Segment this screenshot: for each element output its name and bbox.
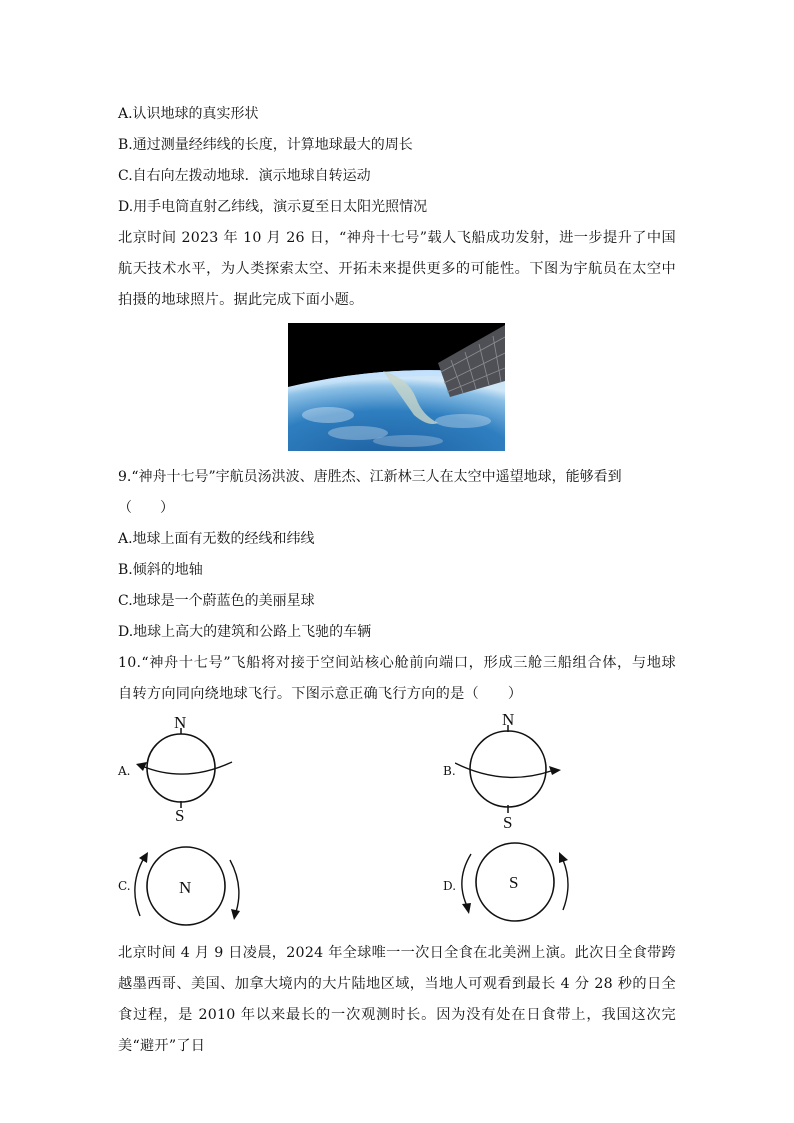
q9-option-d: D.地球上高大的建筑和公路上飞驰的车辆 bbox=[118, 624, 372, 640]
q8-option-a: A.认识地球的真实形状 bbox=[118, 106, 259, 122]
earth-photo bbox=[288, 323, 505, 451]
q9-blank: （ ） bbox=[118, 500, 174, 516]
diagram-b-label: B. bbox=[443, 764, 456, 778]
q9-option-c: C.地球是一个蔚蓝色的美丽星球 bbox=[118, 593, 315, 609]
q10-stem: 10.“神舟十七号”飞船将对接于空间站核心舱前向端口，形成三舱三船组合体，与地球自转方向同向绕地球飞行。下图示意正确飞行方向的是（ ） bbox=[118, 655, 676, 702]
diagram-c-center: N bbox=[179, 878, 192, 897]
intro-paragraph: 北京时间 2023 年 10 月 26 日，“神舟十七号”载人飞船成功发射，进一步提升了中国航天技术水平，为人类探索太空、开拓未来提供更多的可能性。下图为宇航员在太空中拍摄的地球照片。据此完成下面小题。 bbox=[118, 230, 676, 308]
diagram-a-south: S bbox=[175, 806, 185, 825]
q8-option-b: B.通过测量经纬线的长度，计算地球最大的周长 bbox=[118, 137, 413, 153]
q8-option-d: D.用手电筒直射乙纬线，演示夏至日太阳光照情况 bbox=[118, 199, 428, 215]
diagram-b-north: N bbox=[502, 710, 515, 729]
outro-paragraph: 北京时间 4 月 9 日凌晨，2024 年全球唯一一次日全食在北美洲上演。此次日全食带跨越墨西哥、美国、加拿大境内的大片陆地区域，当地人可观看到最长 4 分 28 秒的日全食过程，是 2010 年以来最长的一次观测时长。因为没有处在日食带上，我国这次完美“避开”了日 bbox=[118, 945, 676, 1054]
diagram-d-center: S bbox=[509, 873, 519, 892]
diagram-d-label: D. bbox=[443, 879, 457, 893]
diagram-a-north: N bbox=[174, 713, 187, 732]
diagram-c-globe bbox=[130, 842, 248, 928]
diagram-b-south: S bbox=[503, 813, 513, 832]
q8-option-c: C.自右向左拨动地球．演示地球自转运动 bbox=[118, 168, 371, 184]
earth-photo-illustration bbox=[288, 323, 505, 451]
diagram-a-globe bbox=[130, 728, 240, 810]
q9-option-b: B.倾斜的地轴 bbox=[118, 562, 203, 578]
q9-option-a: A.地球上面有无数的经线和纬线 bbox=[118, 531, 315, 547]
diagram-a-label: A. bbox=[118, 764, 131, 778]
q9-stem: 9.“神舟十七号”宇航员汤洪波、唐胜杰、江新林三人在太空中遥望地球，能够看到 bbox=[118, 469, 622, 485]
diagram-d-globe bbox=[455, 840, 573, 926]
diagram-c-label: C. bbox=[118, 879, 131, 893]
diagram-b-globe bbox=[455, 725, 570, 817]
